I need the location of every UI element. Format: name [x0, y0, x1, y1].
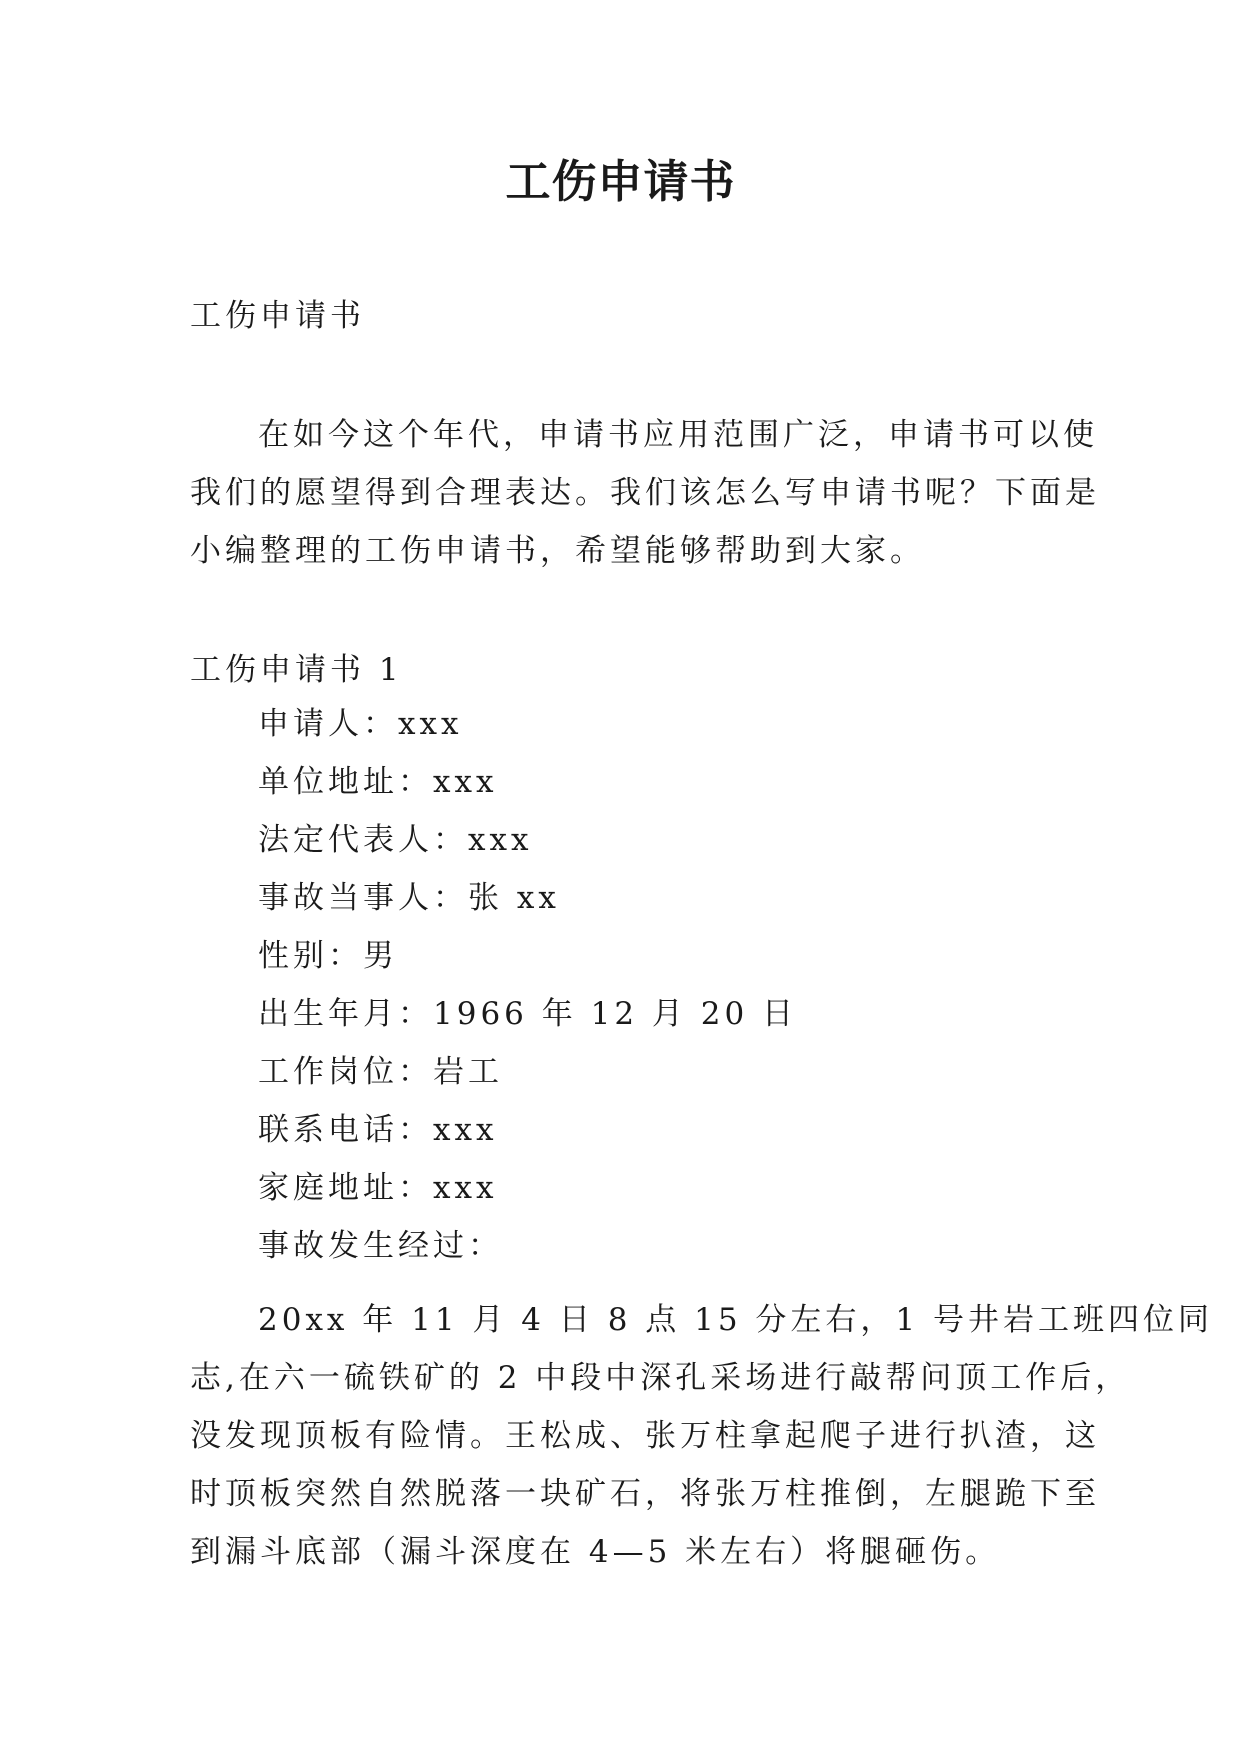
field-list: [190, 695, 1050, 1275]
field-accident-party: 事故当事人：张 xx: [258, 880, 560, 916]
field-gender: 性别：男: [258, 938, 398, 974]
field-birth-date: 出生年月：1966 年 12 月 20 日: [258, 996, 798, 1032]
field-legal-representative: 法定代表人：xxx: [258, 822, 533, 858]
intro-line: 在如今这个年代，申请书应用范围广泛，申请书可以使: [258, 417, 1098, 453]
field-applicant: 申请人：xxx: [258, 706, 463, 742]
narrative-line: 20xx 年 11 月 4 日 8 点 15 分左右，1 号井岩工班四位同: [258, 1302, 1214, 1338]
narrative-line: 志,在六一硫铁矿的 2 中段中深孔采场进行敲帮问顶工作后，: [190, 1360, 1131, 1396]
field-phone: 联系电话：xxx: [258, 1112, 498, 1148]
section-heading: 工伤申请书 1: [190, 652, 403, 688]
narrative-line: 时顶板突然自然脱落一块矿石，将张万柱推倒，左腿跪下至: [190, 1476, 1100, 1512]
accident-narrative: [190, 1291, 1214, 1581]
document-subtitle: 工伤申请书: [190, 298, 365, 334]
intro-line: 小编整理的工伤申请书，希望能够帮助到大家。: [190, 533, 925, 569]
intro-line: 我们的愿望得到合理表达。我们该怎么写申请书呢？下面是: [190, 475, 1100, 511]
narrative-line: 到漏斗底部（漏斗深度在 4—5 米左右）将腿砸伤。: [190, 1534, 1001, 1570]
field-home-address: 家庭地址：xxx: [258, 1170, 498, 1206]
field-accident-process-label: 事故发生经过：: [258, 1228, 503, 1264]
intro-paragraph: [190, 406, 1100, 580]
narrative-line: 没发现顶板有险情。王松成、张万柱拿起爬子进行扒渣，这: [190, 1418, 1100, 1454]
document-title: 工伤申请书: [505, 155, 736, 208]
field-job-position: 工作岗位：岩工: [258, 1054, 503, 1090]
field-unit-address: 单位地址：xxx: [258, 764, 498, 800]
